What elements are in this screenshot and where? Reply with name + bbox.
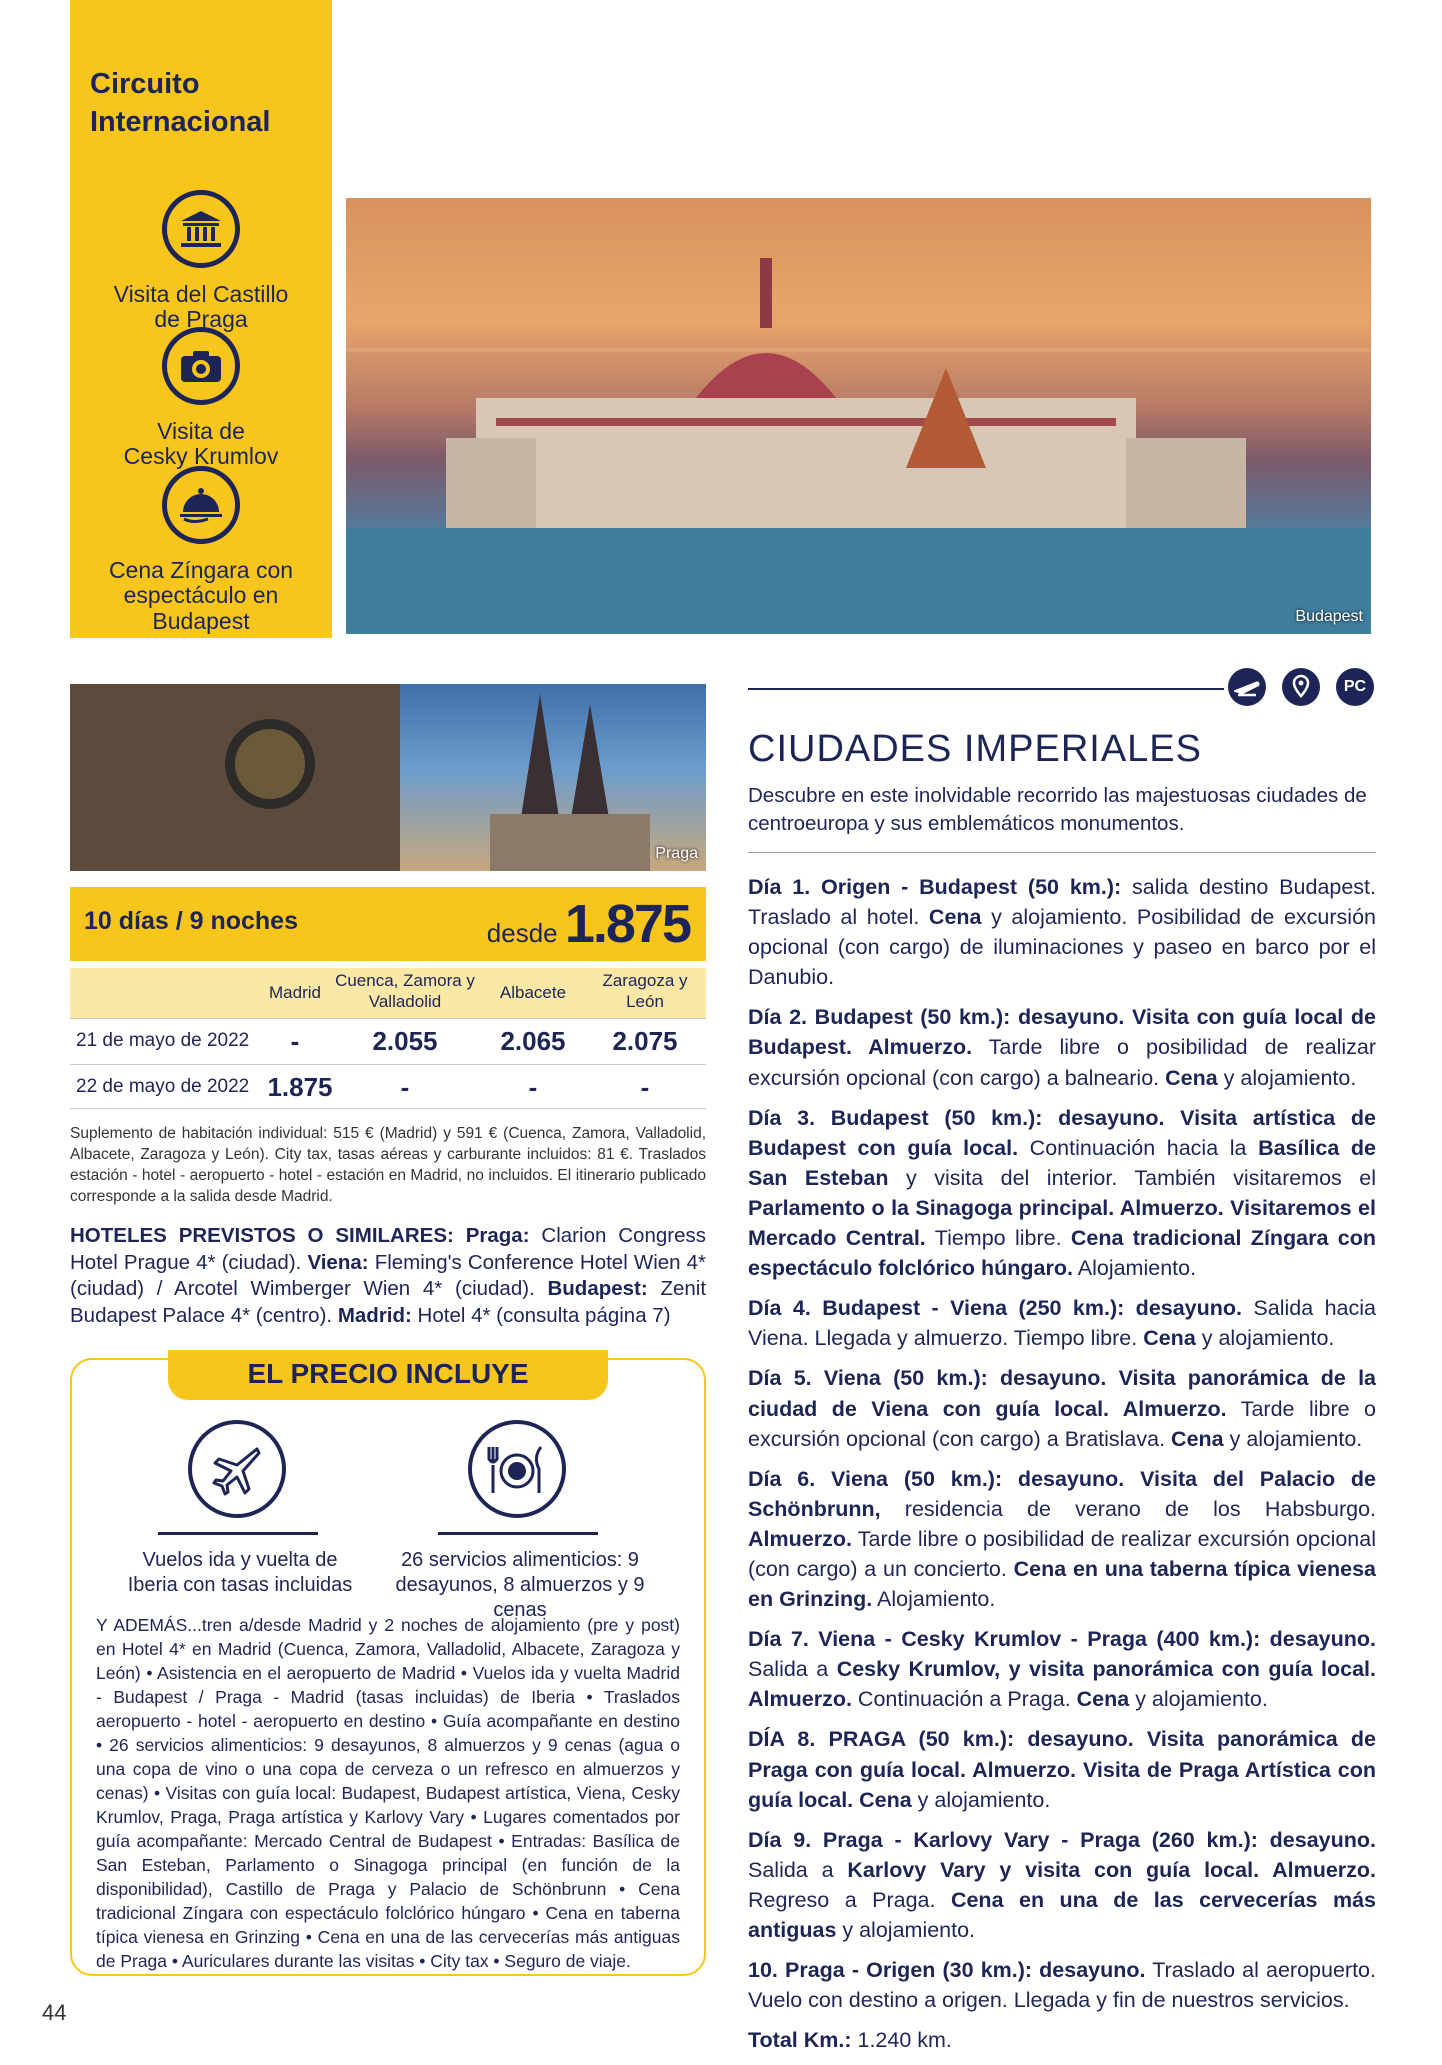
trip-title: CIUDADES IMPERIALES	[748, 728, 1202, 770]
trip-intro: Descubre en este inolvidable recorrido las majestuosas ciudades de centroeuropa y sus emblemáticos monumentos.	[748, 784, 1367, 835]
itinerary	[748, 872, 1376, 2065]
flight-include	[188, 1420, 286, 1518]
table-divider	[70, 1064, 706, 1065]
flight-icon	[1228, 668, 1266, 706]
meals-include-text: 26 servicios alimenticios: 9 desayunos, 8 almuerzos y 9 cenas	[395, 1549, 645, 1621]
col-madrid: Madrid	[269, 983, 321, 1002]
itinerary-day: Día 4. Budapest - Viena (250 km.): desayuno. Salida hacia Viena. Llegada y almuerzo. Tiempo libre. Cena y alojamiento.	[748, 1296, 1376, 1351]
hotels-block: HOTELES PREVISTOS O SIMILARES: Praga: Clarion Congress Hotel Prague 4* (ciudad). Viena: Fleming's Conference Hotel Wien 4* (ciudad) / Arcotel Wimberger Wien 4* (ciudad). Budapest: Zenit Budapest Palace 4* (centro). Madrid: Hotel 4* (consulta página 7)	[70, 1224, 707, 1327]
itinerary-day: DÍA 8. PRAGA (50 km.): desayuno. Visita panorámica de Praga con guía local. Almuerzo. Visita de Praga Artística con guía local. Cena y alojamiento.	[748, 1727, 1376, 1812]
budapest-parliament-photo	[346, 198, 1371, 634]
photo-caption: Praga	[655, 845, 698, 862]
table-divider	[70, 1108, 706, 1109]
title-rule	[748, 688, 1224, 690]
includes-tab	[168, 1350, 608, 1400]
feature-label: Cena Zíngara con espectáculo en Budapest	[108, 557, 294, 634]
itinerary-day: Día 5. Viena (50 km.): desayuno. Visita panorámica de la ciudad de Viena con guía local. Almuerzo. Tarde libre o excursión opcional (con cargo) a Bratislava. Cena y alojamiento.	[748, 1366, 1376, 1451]
feature-krumlov	[70, 327, 332, 470]
includes-title: EL PRECIO INCLUYE	[247, 1358, 529, 1389]
meals-include	[468, 1420, 566, 1518]
museum-icon	[162, 190, 240, 268]
feature-castle	[70, 190, 332, 333]
itinerary-day: Día 6. Viena (50 km.): desayuno. Visita del Palacio de Schönbrunn, residencia de verano de los Habsburgo. Almuerzo. Tarde libre o posibilidad de realizar excursión opcional (con cargo) a un concierto. Cena en una taberna típica vienesa en Grinzing. Alojamiento.	[748, 1466, 1376, 1612]
supplement-note: Suplemento de habitación individual: 515 € (Madrid) y 591 € (Cuenca, Zamora, Valladolid, Albacete, Zaragoza y León). City tax, tasas aéreas y carburante incluidos: 81 €. Traslados estación - hotel - aeropuerto - hotel - estación en Madrid, no incluidos. El itinerario publicado corresponde a la salida desde Madrid.	[70, 1125, 706, 1205]
from-price-value: 1.875	[564, 894, 690, 954]
feature-sidebar	[70, 0, 332, 638]
pc-badge: PC	[1336, 668, 1374, 706]
location-pin-icon	[1282, 668, 1320, 706]
col-albacete: Albacete	[499, 983, 567, 1002]
price-table-header	[70, 968, 706, 1018]
page-number: 44	[42, 2000, 67, 2025]
duration: 10 días / 9 noches	[84, 907, 298, 935]
total-km: Total Km.: 1.240 km.	[748, 2028, 952, 2053]
photo-caption: Budapest	[1295, 608, 1363, 625]
includes-extra: Y ADEMÁS...tren a/desde Madrid y 2 noches de alojamiento (pre y post) en Hotel 4* en Madrid (Cuenca, Zamora, Valladolid, Albacete, Zaragoza y León) • Asistencia en el aeropuerto de Madrid • Vuelos ida y vuelta Madrid - Budapest / Praga - Madrid (tasas incluidas) de Iberia • Traslados aeropuerto - hotel - aeropuerto en destino • Guía acompañante en destino • 26 servicios alimenticios: 9 desayunos, 8 almuerzos y 9 cenas (agua o una copa de vino o una copa de cerveza o un refresco en almuerzos y cenas) • Visitas con guía local: Budapest, Budapest artística, Viena, Cesky Krumlov, Praga, Praga artística y Karlovy Vary • Lugares comentados por guía acompañante: Mercado Central de Budapest • Entradas: Basílica de San Esteban, Parlamento o Sinagoga principal (en función de la disponibilidad), Castillo de Praga y Palacio de Schönbrunn • Cena tradicional Zíngara con espectáculo folclórico húngaro • Cena en taberna típica vienesa en Grinzing • Cena en una de las cervecerías más antiguas de Praga • Auriculares durante las visitas • City tax • Seguro de viaje.	[96, 1615, 680, 1971]
divider	[158, 1532, 318, 1535]
praga-photo	[70, 684, 706, 871]
intro-rule	[748, 852, 1376, 853]
itinerary-day: Día 7. Viena - Cesky Krumlov - Praga (400 km.): desayuno. Salida a Cesky Krumlov, y visita panorámica con guía local. Almuerzo. Continuación a Praga. Cena y alojamiento.	[748, 1627, 1376, 1712]
offer-band	[70, 887, 706, 961]
itinerary-day: Día 9. Praga - Karlovy Vary - Praga (260 km.): desayuno. Salida a Karlovy Vary y visita con guía local. Almuerzo. Regreso a Praga. Cena en una de las cervecerías más antiguas y alojamiento.	[748, 1827, 1377, 1942]
table-divider	[70, 1018, 706, 1019]
circuit-title: Circuito Internacional	[90, 68, 271, 138]
itinerary-day: Día 2. Budapest (50 km.): desayuno. Visita con guía local de Budapest. Almuerzo. Tarde libre o posibilidad de realizar excursión opcional (con cargo) a balneario. Cena y alojamiento.	[748, 1005, 1376, 1090]
divider	[438, 1532, 598, 1535]
col-cuenca: Cuenca, Zamora y Valladolid	[335, 971, 475, 1012]
from-price: desde 1.875	[486, 894, 690, 954]
cloche-icon	[162, 466, 240, 544]
camera-icon	[162, 327, 240, 405]
feature-label: Visita del Castillo de Praga	[113, 281, 289, 333]
flight-include-text: Vuelos ida y vuelta de Iberia con tasas incluidas	[127, 1549, 353, 1596]
itinerary-day: Día 3. Budapest (50 km.): desayuno. Visita artística de Budapest con guía local. Continuación hacia la Basílica de San Esteban y visita del interior. También visitaremos el Parlamento o la Sinagoga principal. Almuerzo. Visitaremos el Mercado Central. Tiempo libre. Cena tradicional Zíngara con espectáculo folclórico húngaro. Alojamiento.	[748, 1105, 1377, 1281]
itinerary-day: Día 1. Origen - Budapest (50 km.): salida destino Budapest. Traslado al hotel. Cena y alojamiento. Posibilidad de excursión opcional (con cargo) de iluminaciones y paseo en barco por el Danubio.	[748, 875, 1377, 990]
plate-cutlery-icon	[468, 1420, 566, 1518]
col-zaragoza: Zaragoza y León	[602, 971, 688, 1012]
feature-label: Visita de Cesky Krumlov	[123, 418, 279, 470]
itinerary-day: 10. Praga - Origen (30 km.): desayuno. Traslado al aeropuerto. Vuelo con destino a origen. Llegada y fin de nuestros servicios.	[748, 1958, 1376, 2013]
airplane-icon	[188, 1420, 286, 1518]
feature-dinner	[70, 466, 332, 634]
